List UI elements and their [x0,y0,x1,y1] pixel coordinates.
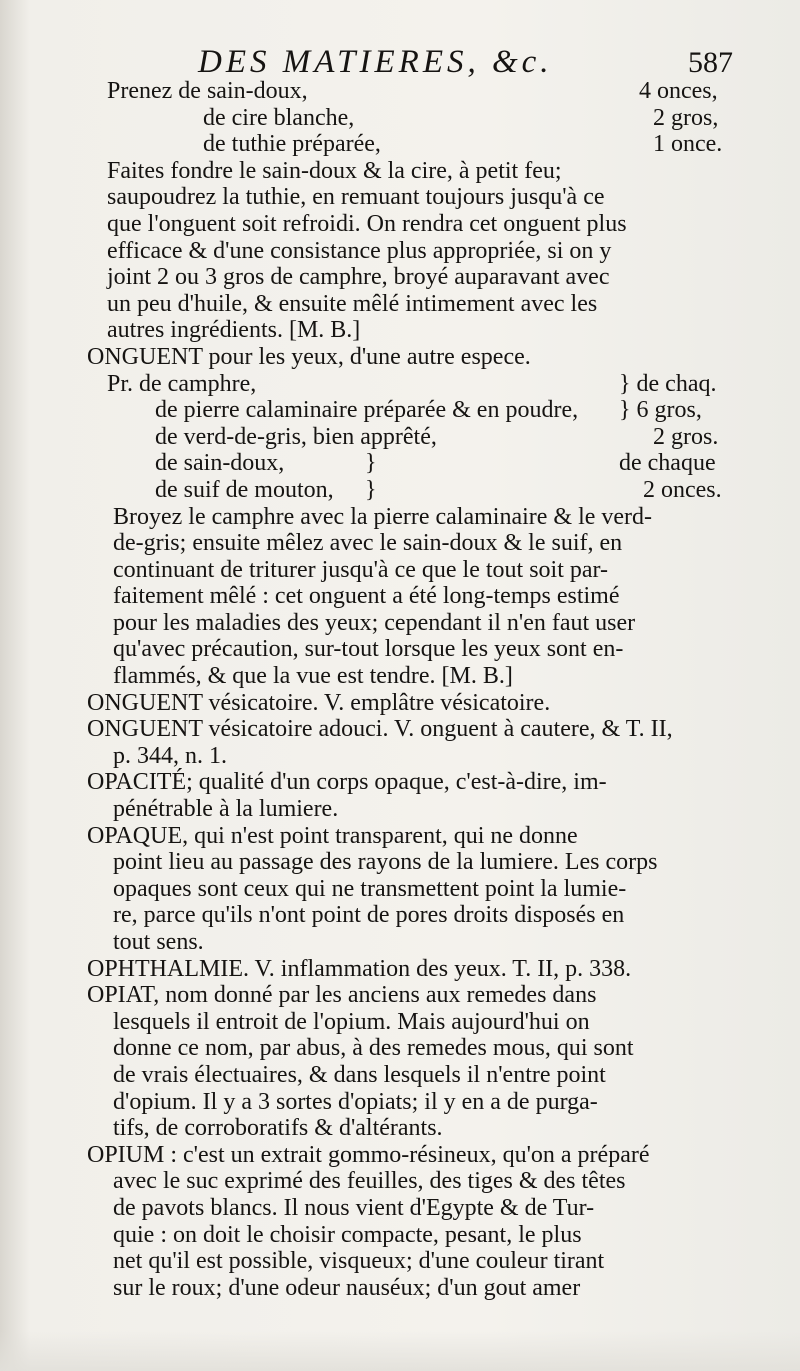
page-body [87,78,747,1301]
text-line [107,1115,747,1142]
text-segment: OPHTHALMIE. V. inflammation des yeux. T. II, p. 338. [87,955,632,982]
text-line [107,902,747,929]
text-segment: pénétrable à la lumiere. [113,796,339,823]
text-segment: de pavots blancs. Il nous vient d'Egypte & de Tur- [113,1194,595,1221]
text-segment: } 6 gros, [619,397,702,424]
text-line [107,264,747,291]
text-segment: 2 onces. [643,476,722,503]
text-line [87,822,747,850]
text-segment: Pr. de camphre, [107,370,257,397]
text-segment: avec le suc exprimé des feuilles, des tiges & des têtes [113,1168,626,1195]
text-line [107,1195,747,1222]
text-segment: point lieu au passage des rayons de la lumiere. Les corps [113,849,658,876]
text-segment: efficace & d'une consistance plus appropriée, si on y [107,237,612,264]
text-segment: que l'onguent soit refroidi. On rendra cet onguent plus [107,210,627,237]
text-segment: OPAQUE, qui n'est point transparent, qui ne donne [87,822,578,849]
text-segment: ONGUENT vésicatoire adouci. V. onguent à cautere, & T. II, [87,716,673,743]
text-segment: 2 gros, [653,104,719,131]
text-segment: Prenez de sain-doux, [107,78,308,104]
text-segment: } de chaq. [619,370,717,397]
text-line [107,317,747,344]
text-segment: OPIUM : c'est un extrait gommo-résineux, qu'on a préparé [87,1141,650,1168]
text-line [107,636,747,663]
text-segment: de pierre calaminaire préparée & en poudre, [155,397,579,424]
text-line [107,1035,747,1062]
text-line [107,876,747,903]
text-line [87,689,747,717]
text-segment: 2 gros. [653,423,719,450]
text-line [107,105,747,132]
text-line [107,1168,747,1195]
text-segment: d'opium. Il y a 3 sortes d'opiats; il y en a de purga- [113,1088,598,1115]
text-line [107,450,747,477]
text-line [107,371,747,398]
text-line [87,982,747,1009]
text-segment: autres ingrédients. [M. B.] [107,317,361,344]
text-line [87,343,747,371]
text-line [107,1248,747,1275]
text-segment: de vrais électuaires, & dans lesquels il n'entre point [113,1061,606,1088]
text-segment: de chaque [619,450,716,477]
text-segment: Faites fondre le sain-doux & la cire, à petit feu; [107,157,562,184]
text-line [107,1275,747,1302]
bottom-shadow [0,1331,800,1371]
text-line [107,610,747,637]
text-line [107,583,747,610]
text-segment: OPIAT, nom donné par les anciens aux remedes dans [87,982,597,1009]
text-line [107,1009,747,1036]
text-line [107,849,747,876]
text-line [107,78,747,105]
text-segment: sur le roux; d'une odeur nauséux; d'un gout amer [113,1274,581,1301]
text-segment: un peu d'huile, & ensuite mêlé intimement avec les [107,290,598,317]
text-segment: de sain-doux, [155,450,285,477]
text-line [87,716,747,743]
text-segment: } [365,450,377,477]
text-line [107,184,747,211]
text-segment: net qu'il est possible, visqueux; d'une couleur tirant [113,1248,605,1275]
text-segment: lesquels il entroit de l'opium. Mais aujourd'hui on [113,1008,590,1035]
text-segment: flammés, & que la vue est tendre. [M. B.] [113,663,513,690]
text-line [107,477,747,504]
text-line [107,291,747,318]
text-line [107,238,747,265]
text-segment: pour les maladies des yeux; cependant il n'en faut user [113,609,636,636]
text-segment: de verd-de-gris, bien apprêté, [155,423,437,450]
text-segment: quie : on doit le choisir compacte, pesant, le plus [113,1221,582,1248]
text-segment: de cire blanche, [203,104,355,131]
text-line [107,211,747,238]
running-title: DES MATIERES, &c. [198,44,553,80]
text-line [107,1222,747,1249]
text-segment: joint 2 ou 3 gros de camphre, broyé auparavant avec [107,264,610,291]
text-segment: continuant de triturer jusqu'à ce que le tout soit par- [113,556,609,583]
text-segment: } [365,476,377,503]
text-line [107,663,747,690]
text-segment: OPACITÉ; qualité d'un corps opaque, c'est-à-dire, im- [87,769,607,796]
text-line [107,530,747,557]
text-segment: 1 once. [653,131,723,158]
text-line [107,796,747,823]
text-line [107,397,747,424]
text-segment: p. 344, n. 1. [113,742,227,769]
text-line [87,769,747,796]
text-segment: tout sens. [113,929,204,955]
text-line [107,158,747,185]
text-line [107,131,747,158]
text-segment: de suif de mouton, [155,476,334,503]
text-line [107,1089,747,1116]
text-line [107,1062,747,1089]
text-line [107,557,747,584]
text-segment: Broyez le camphre avec la pierre calaminaire & le verd- [113,503,653,530]
text-segment: faitement mêlé : cet onguent a été long-temps estimé [113,583,620,610]
text-line [107,424,747,451]
text-segment: 4 onces, [639,78,718,104]
text-line [107,504,747,531]
text-line [87,955,747,983]
text-segment: donne ce nom, par abus, à des remedes mous, qui sont [113,1035,634,1062]
text-segment: de tuthie préparée, [203,131,381,158]
page-number: 587 [688,46,733,79]
text-line [107,743,747,770]
text-segment: de-gris; ensuite mêlez avec le sain-doux & le suif, en [113,530,623,557]
text-segment: re, parce qu'ils n'ont point de pores droits disposés en [113,902,625,929]
text-line [107,929,747,956]
text-line [87,1141,747,1169]
text-segment: ONGUENT pour les yeux, d'une autre espece. [87,343,531,370]
text-segment: saupoudrez la tuthie, en remuant toujours jusqu'à ce [107,184,605,211]
text-segment: opaques sont ceux qui ne transmettent point la lumie- [113,875,627,902]
text-segment: ONGUENT vésicatoire. V. emplâtre vésicatoire. [87,689,551,716]
text-segment: qu'avec précaution, sur-tout lorsque les yeux sont en- [113,636,624,663]
text-segment: tifs, de corroboratifs & d'altérants. [113,1115,443,1142]
